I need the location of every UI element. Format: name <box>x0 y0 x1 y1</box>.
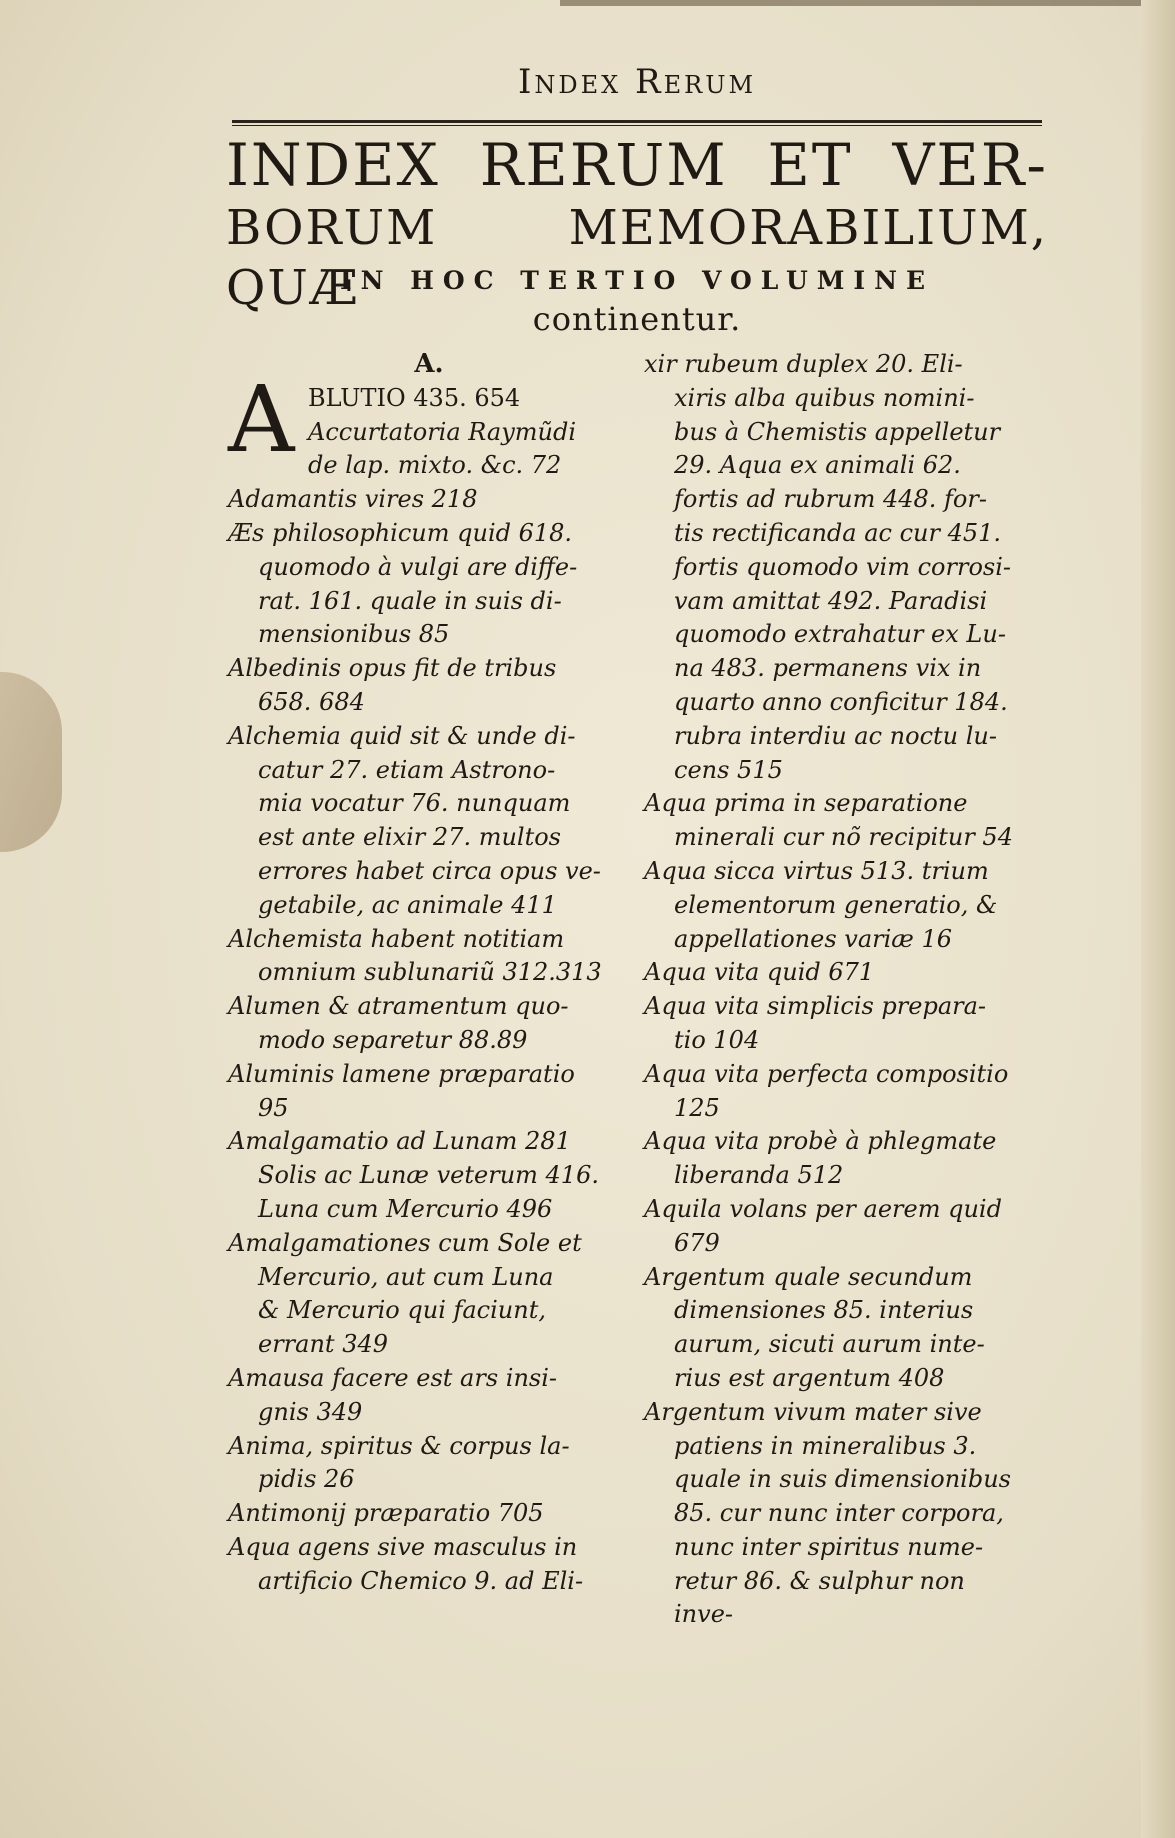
index-entry <box>228 483 630 517</box>
index-entry <box>228 720 630 923</box>
index-entry-line: catur 27. etiam Astrono- <box>258 755 556 784</box>
index-entry-line: bus à Chemistis appelletur <box>674 417 1001 446</box>
index-entry-line: quarto anno conficitur 184. <box>674 687 1008 716</box>
running-head: Index Rerum <box>517 62 757 102</box>
index-entry-line: tis rectificanda ac cur 451. <box>674 518 1002 547</box>
index-entry-line: minerali cur nõ recipitur 54 <box>674 823 1013 852</box>
page-top-edge <box>560 0 1175 6</box>
index-entry-line: Amausa facere est ars insi- <box>228 1363 558 1392</box>
index-entry-line: BLUTIO 435. 654 <box>308 383 521 412</box>
index-entry-line: & Mercurio qui faciunt, <box>258 1296 546 1325</box>
index-entry-line: nunc inter spiritus nume- <box>674 1532 984 1561</box>
index-entry-line: Aqua vita perfecta compositio <box>644 1059 1009 1088</box>
index-entry-line: Aqua prima in separatione <box>644 789 968 818</box>
index-entry-line: quomodo à vulgi are diffe- <box>258 552 578 581</box>
index-entry-line: Aqua sicca virtus 513. trium <box>644 856 989 885</box>
index-entry-line: Aqua agens sive masculus in <box>228 1532 578 1561</box>
index-entry <box>228 923 630 991</box>
index-entry-line: errant 349 <box>258 1330 388 1359</box>
page-right-edge <box>1141 0 1175 1838</box>
subtitle-line-2: continentur. <box>532 300 742 338</box>
index-entry-line: de lap. mixto. &c. 72 <box>308 451 562 480</box>
index-entry-line: est ante elixir 27. multos <box>258 823 561 852</box>
header-rule-thin <box>232 125 1042 126</box>
index-entry-line: gnis 349 <box>258 1397 363 1426</box>
index-entry-line: Aqua vita simplicis prepara- <box>644 992 987 1021</box>
index-column-right <box>644 348 1044 1632</box>
index-entry-line: 679 <box>674 1228 720 1257</box>
index-entry-line: Amalgamatio ad Lunam 281 <box>228 1127 571 1156</box>
index-entry <box>228 517 630 652</box>
index-entry-line: Accurtatoria Raymũdi <box>308 417 577 446</box>
index-entry <box>644 855 1044 956</box>
index-entry-line: mia vocatur 76. nunquam <box>258 789 571 818</box>
index-entry <box>228 1125 630 1226</box>
index-entry-line: Alchemia quid sit & unde di- <box>228 721 576 750</box>
index-entry <box>644 1396 1044 1633</box>
index-entry-line: dimensiones 85. interius <box>674 1296 974 1325</box>
index-entry <box>644 348 1044 787</box>
index-entry-line: pidis 26 <box>258 1465 355 1494</box>
index-entry-line: Argentum vivum mater sive <box>644 1397 982 1426</box>
index-entry-line: 658. 684 <box>258 687 365 716</box>
index-entry-line: Amalgamationes cum Sole et <box>228 1228 582 1257</box>
index-entry-line: Æs philosophicum quid 618. <box>228 518 573 547</box>
index-entry-line: 85. cur nunc inter corpora, <box>674 1499 1004 1528</box>
index-entry-line: mensionibus 85 <box>258 620 450 649</box>
drop-cap: A <box>228 366 295 473</box>
index-entry-line: tio 104 <box>674 1025 760 1054</box>
index-entry-line: 95 <box>258 1093 289 1122</box>
index-entry-line: vam amittat 492. Paradisi <box>674 586 988 615</box>
index-entry-line: rubra interdiu ac noctu lu- <box>674 721 997 750</box>
index-entry-line: Antimonij præparatio 705 <box>228 1499 544 1528</box>
index-entry <box>644 956 1044 990</box>
index-entry-line: modo separetur 88.89 <box>258 1025 528 1054</box>
index-entry <box>644 787 1044 855</box>
index-entry-line: fortis quomodo vim corrosi- <box>674 552 1011 581</box>
index-entry-line: xir rubeum duplex 20. Eli- <box>644 350 963 378</box>
index-entry-line: errores habet circa opus ve- <box>258 856 601 885</box>
index-entry <box>228 1362 630 1430</box>
index-entry-line: liberanda 512 <box>674 1161 844 1190</box>
section-letter: A. <box>414 349 444 379</box>
index-entry <box>644 990 1044 1058</box>
index-entry <box>228 652 630 720</box>
index-entry-line: elementorum generatio, & <box>674 890 998 919</box>
index-entry-line: appellationes variæ 16 <box>674 924 953 953</box>
index-entry-line: Alchemista habent notitiam <box>228 924 565 953</box>
index-entry-line: 29. Aqua ex animali 62. <box>674 451 961 480</box>
index-entry-line: Anima, spiritus & corpus la- <box>228 1431 570 1460</box>
index-entry-line: Albedinis opus fit de tribus <box>228 654 557 683</box>
index-column-left <box>228 348 630 1598</box>
index-entry-line: quomodo extrahatur ex Lu- <box>674 620 1006 649</box>
index-entry-line: xiris alba quibus nomini- <box>674 383 975 412</box>
index-entry-line: quale in suis dimensionibus <box>674 1465 1011 1494</box>
index-entry-line: Alumen & atramentum quo- <box>228 992 569 1021</box>
index-entry-line: Solis ac Lunæ veterum 416. <box>258 1161 599 1190</box>
index-entry-line: inve- <box>674 1600 734 1629</box>
header-rule <box>232 120 1042 123</box>
index-entry <box>228 1058 630 1126</box>
index-entry-line: fortis ad rubrum 448. for- <box>674 485 987 514</box>
index-entry-line: Aqua vita quid 671 <box>644 958 875 987</box>
index-entry-line: rat. 161. quale in suis di- <box>258 586 562 615</box>
index-entry-line: Luna cum Mercurio 496 <box>258 1194 553 1223</box>
title-line-1: INDEX RERUM ET VER- <box>226 131 1048 199</box>
index-entry-line: Aquila volans per aerem quid <box>644 1194 1002 1223</box>
index-entry-line: Argentum quale secundum <box>644 1262 973 1291</box>
index-entry <box>644 1058 1044 1126</box>
index-entry-line: Mercurio, aut cum Luna <box>258 1262 554 1291</box>
index-entry-line: artificio Chemico 9. ad Eli- <box>258 1566 584 1595</box>
index-entry <box>228 1497 630 1531</box>
subtitle-line-1: IN HOC TERTIO VOLUMINE <box>339 266 935 295</box>
index-entry <box>644 1261 1044 1396</box>
index-entry <box>228 990 630 1058</box>
index-entry-line: Adamantis vires 218 <box>228 485 478 514</box>
index-entry-line: Aluminis lamene præparatio <box>228 1059 575 1088</box>
index-entry-line: cens 515 <box>674 755 783 784</box>
index-entry <box>644 1125 1044 1193</box>
paper-tear <box>0 672 62 852</box>
title-line-2: BORUM MEMORABILIUM, QUÆ <box>226 200 1048 316</box>
index-entry <box>228 1531 630 1599</box>
index-entry-line: 125 <box>674 1093 720 1122</box>
index-entry-line: patiens in mineralibus 3. <box>674 1431 977 1460</box>
index-entry-line: Aqua vita probè à phlegmate <box>644 1127 997 1156</box>
index-entry-line: na 483. permanens vix in <box>674 654 982 683</box>
index-entry <box>228 1430 630 1498</box>
index-entry-line: rius est argentum 408 <box>674 1363 945 1392</box>
index-entry <box>228 1227 630 1362</box>
index-entry <box>228 366 630 483</box>
index-entry <box>644 1193 1044 1261</box>
index-entry-line: omnium sublunariũ 312.313 <box>258 958 602 987</box>
index-entry-line: retur 86. & sulphur non <box>674 1566 965 1595</box>
index-entry-line: aurum, sicuti aurum inte- <box>674 1330 985 1359</box>
index-entry-line: getabile, ac animale 411 <box>258 890 557 919</box>
